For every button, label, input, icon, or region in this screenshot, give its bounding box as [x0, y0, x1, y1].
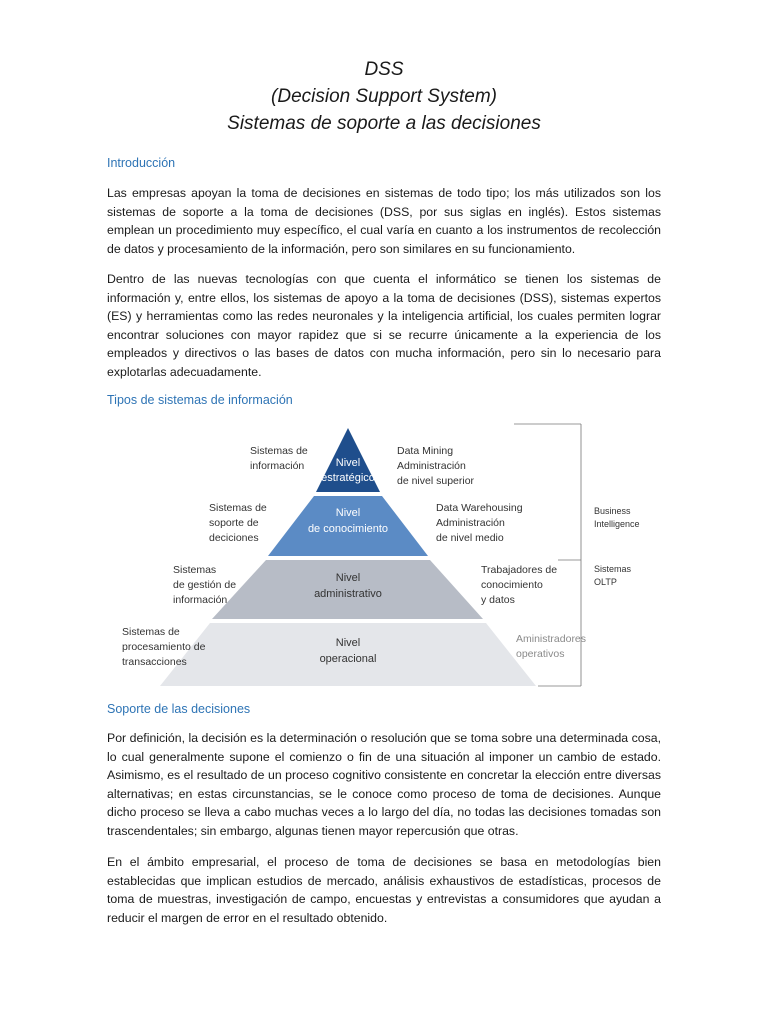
- intro-paragraph-2: Dentro de las nuevas tecnologías con que cuenta el informático se tienen los sistemas de información y, entre ellos, los sistemas de apoyo a la toma de decisiones (DSS), sistemas expertos (ES) y herramientas como las redes neuronales y la inteligencia artificial, los cuales permiten lograr encontrar soluciones con mayor rapidez que si se recurre únicamente a la experiencia de los empleados y directivos o las bases de datos con mucha información, pero sin lo necesario para explotarlas adecuadamente.: [107, 272, 661, 379]
- level-administrative-label-1: Nivel: [335, 572, 361, 584]
- side-label-oltp-line-2: OLTP: [594, 577, 617, 587]
- side-label-bi-line-1: Business: [594, 506, 631, 516]
- level-administrative-label-2: administrativo: [314, 588, 382, 600]
- left-label-3-line-3: información: [173, 594, 228, 606]
- left-label-2-line-3: deciciones: [209, 532, 259, 544]
- level-knowledge-label-1: Nivel: [335, 507, 361, 519]
- level-knowledge-label-2: de conocimiento: [307, 523, 389, 535]
- pyramid-diagram: [118, 420, 648, 688]
- tipos-heading: Tipos de sistemas de información: [107, 393, 293, 407]
- left-label-4-line-1: Sistemas de: [122, 626, 180, 638]
- right-label-2-line-2: Administración: [436, 517, 505, 529]
- title-line-1: DSS: [364, 59, 404, 80]
- title-line-3: Sistemas de soporte a las decisiones: [227, 113, 541, 134]
- right-label-3-line-3: y datos: [481, 594, 515, 606]
- level-strategic-label-2: estratégico: [321, 472, 375, 484]
- right-label-2-line-3: de nivel medio: [436, 532, 504, 544]
- soporte-paragraph-2: En el ámbito empresarial, el proceso de toma de decisiones se basa en metodologías bien establecidas que implican estudios de mercado, análisis exhaustivos de estadísticas, procesos de toma de muestras, investigación de campo, encuestas y entrevistas a consumidores que ayudan a reducir el margen de error en el resultado obtenido.: [107, 855, 661, 925]
- right-label-3-line-2: conocimiento: [481, 579, 543, 591]
- soporte-paragraph-1: Por definición, la decisión es la determinación o resolución que se toma sobre una determinada cosa, lo cual generalmente supone el comienzo o fin de una situación al imponer un cambio de estado. Asimismo, es el resultado de un proceso cognitivo consistente en concretar la elección entre diversas alternativas; en estas circunstancias, se le conoce como proceso de toma de decisiones. Aunque dicho proceso se lleva a cabo muchas veces a lo largo del día, no todas las decisiones tomadas son trascendentales; sin embargo, algunas tienen mayor repercusión que otras.: [107, 731, 661, 838]
- left-label-3-line-1: Sistemas: [173, 564, 217, 576]
- right-label-1-line-1: Data Mining: [397, 445, 454, 457]
- level-operational-label-1: Nivel: [335, 637, 361, 649]
- side-label-bi-line-2: Intelligence: [594, 519, 640, 529]
- title-line-2: (Decision Support System): [271, 86, 497, 107]
- information-systems-pyramid: [118, 420, 648, 688]
- left-label-4-line-2: procesamiento de: [122, 641, 206, 653]
- right-label-4-line-2: operativos: [516, 648, 565, 660]
- side-label-oltp-line-1: Sistemas: [594, 564, 632, 574]
- intro-heading: Introducción: [107, 156, 176, 170]
- right-label-1-line-3: de nivel superior: [397, 475, 475, 487]
- level-strategic-label-1: Nivel: [335, 457, 361, 469]
- soporte-heading: Soporte de las decisiones: [107, 702, 251, 716]
- right-label-2-line-1: Data Warehousing: [436, 502, 523, 514]
- right-label-3-line-1: Trabajadores de: [481, 564, 558, 576]
- level-operational-label-2: operacional: [319, 653, 377, 665]
- left-label-3-line-2: de gestión de: [173, 579, 237, 591]
- left-label-2-line-2: soporte de: [209, 517, 259, 529]
- left-label-1-line-1: Sistemas de: [250, 445, 308, 457]
- right-label-1-line-2: Administración: [397, 460, 466, 472]
- left-label-4-line-3: transacciones: [122, 656, 187, 668]
- right-label-4-line-1: Aministradores: [516, 633, 587, 645]
- intro-paragraph-1: Las empresas apoyan la toma de decisiones en sistemas de todo tipo; los más utilizados son los sistemas de soporte a la toma de decisiones (DSS, por sus siglas en inglés). Estos sistemas emplean un procedimiento muy específico, el cual varía en cuanto a los instrumentos de recolección de datos y procesamiento de la información, pero son similares en su funcionamiento.: [107, 186, 661, 256]
- left-label-2-line-1: Sistemas de: [209, 502, 267, 514]
- left-label-1-line-2: información: [250, 460, 305, 472]
